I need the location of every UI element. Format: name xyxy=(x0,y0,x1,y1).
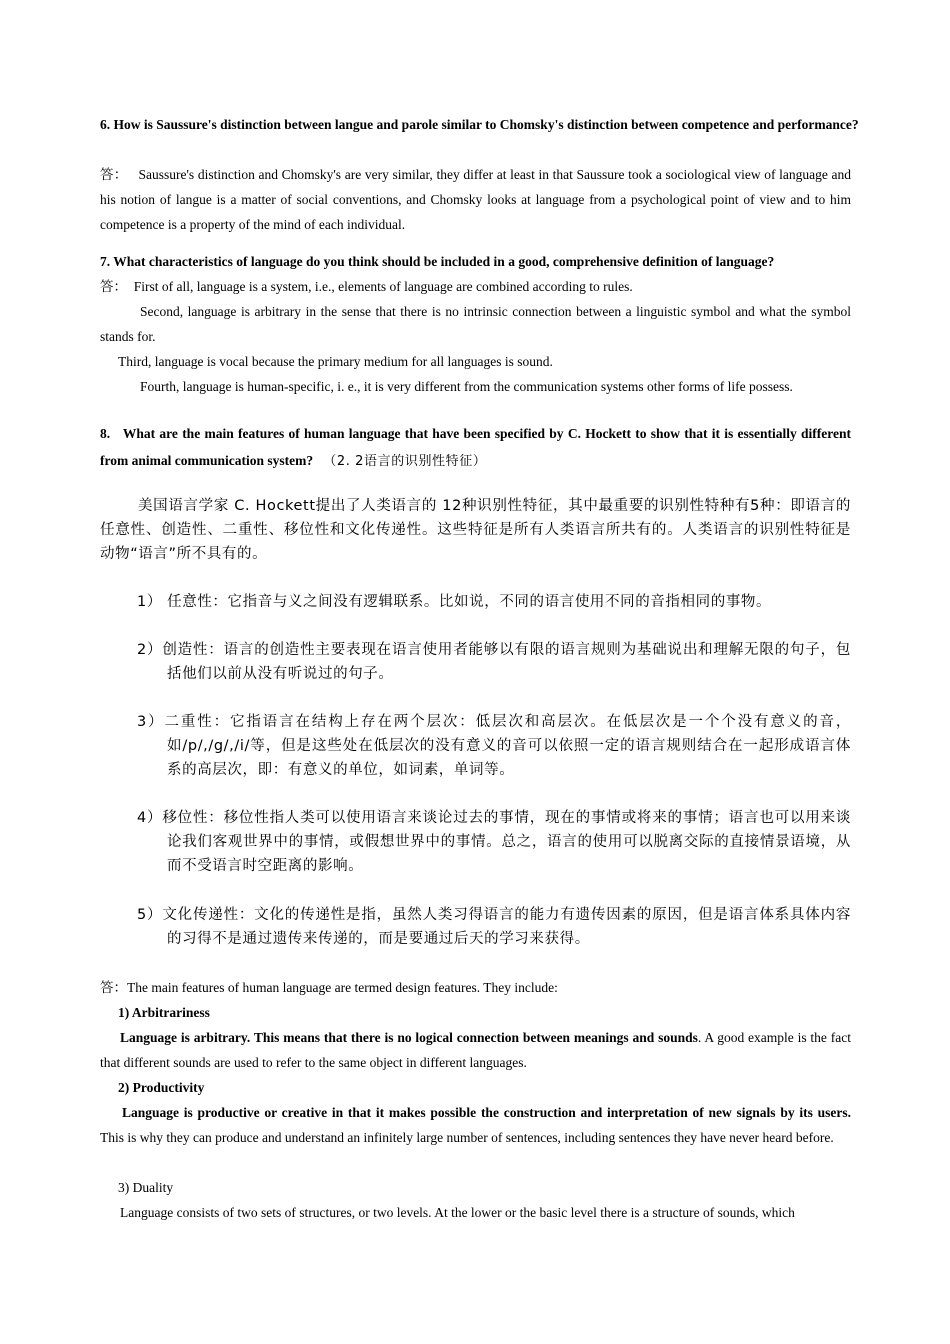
chinese-feature-2: 2）创造性：语言的创造性主要表现在语言使用者能够以有限的语言规则为基础说出和理解无限的句子，包括他们以前从没有听说过的句子。 xyxy=(137,642,851,682)
feature-1-rest: . A good example is the fact that different sounds are used to refer to the same object in different languages. xyxy=(100,1030,851,1070)
feature-2-bold: Language is productive or creative in that it makes possible the construction and interpretation of new signals by its users. xyxy=(122,1105,851,1120)
feature-1-text xyxy=(100,1025,851,1075)
answer-7-p1-text: First of all, language is a system, i.e., elements of language are combined according to rules. xyxy=(133,279,633,294)
chinese-feature-3: 3）二重性：它指语言在结构上存在两个层次：低层次和高层次。在低层次是一个个没有意义的音，如/p/,/g/,/i/等，但是这些处在低层次的没有意义的音可以依照一定的语言规则结合在一起形成语言体系的高层次，即：有意义的单位，如词素，单词等。 xyxy=(137,714,851,778)
chinese-feature-1: 1） 任意性：它指音与义之间没有逻辑联系。比如说，不同的语言使用不同的音指相同的事物。 xyxy=(137,594,772,610)
answer-8-intro xyxy=(100,975,851,1000)
feature-3-text: Language consists of two sets of structures, or two levels. At the lower or the basic level there is a structure of sounds, which xyxy=(120,1205,795,1220)
feature-3-title: 3) Duality xyxy=(118,1180,174,1195)
answer-6-text: Saussure's distinction and Chomsky's are very similar, they differ at least in that Saussure took a sociological view of language and his notion of langue is a matter of social conventions, and Chomsky looks at language from a psychological point of view and to him competence is a property of the mind of each individual. xyxy=(100,167,852,232)
answer-prefix: 答： xyxy=(100,980,127,995)
question-7: 7. What characteristics of language do you think should be included in a good, comprehensive definition of language? xyxy=(100,254,775,269)
answer-prefix: 答： xyxy=(100,279,127,294)
feature-2-rest: This is why they can produce and understand an infinitely large number of sentences, including sentences they have never heard before. xyxy=(100,1130,834,1145)
answer-7-p4: Fourth, language is human-specific, i. e., it is very different from the communication systems other forms of life possess. xyxy=(140,379,793,394)
question-8 xyxy=(100,420,851,475)
chinese-feature-4: 4）移位性：移位性指人类可以使用语言来谈论过去的事情，现在的事情或将来的事情；语言也可以用来谈论我们客观世界中的事情，或假想世界中的事情。总之，语言的使用可以脱离交际的直接情景语境，从而不受语言时空距离的影响。 xyxy=(137,810,851,874)
feature-1-bold: Language is arbitrary. This means that there is no logical connection between meanings and sounds xyxy=(120,1030,698,1045)
answer-7-p2: Second, language is arbitrary in the sense that there is no intrinsic connection between a linguistic symbol and what the symbol stands for. xyxy=(100,304,851,344)
question-8-text: What are the main features of human language that have been specified by C. Hockett to show that it is essentially different from animal communication system? xyxy=(100,426,852,468)
chinese-intro: 美国语言学家 C. Hockett提出了人类语言的 12种识别性特征，其中最重要的识别性特种有5种：即语言的任意性、创造性、二重性、移位性和文化传递性。这些特征是所有人类语言所共有的。人类语言的识别性特征是动物“语言”所不具有的。 xyxy=(100,498,851,562)
answer-7-p3: Third, language is vocal because the primary medium for all languages is sound. xyxy=(118,354,553,369)
answer-prefix: 答： xyxy=(100,167,128,182)
question-6: 6. How is Saussure's distinction between langue and parole similar to Chomsky's distinction between competence and performance? xyxy=(100,117,859,132)
feature-2-text xyxy=(100,1100,851,1150)
answer-8-intro-text: The main features of human language are termed design features. They include: xyxy=(127,980,558,995)
answer-7-p1 xyxy=(100,274,851,299)
chinese-feature-5: 5）文化传递性：文化的传递性是指，虽然人类习得语言的能力有遗传因素的原因，但是语言体系具体内容的习得不是通过遗传来传递的，而是要通过后天的学习来获得。 xyxy=(137,907,851,947)
answer-6 xyxy=(100,162,851,237)
feature-1-title: 1) Arbitrariness xyxy=(118,1005,210,1020)
question-8-number: 8. xyxy=(100,426,111,441)
feature-2-title: 2) Productivity xyxy=(118,1080,205,1095)
question-8-note: （2. 2语言的识别性特征） xyxy=(323,454,487,469)
